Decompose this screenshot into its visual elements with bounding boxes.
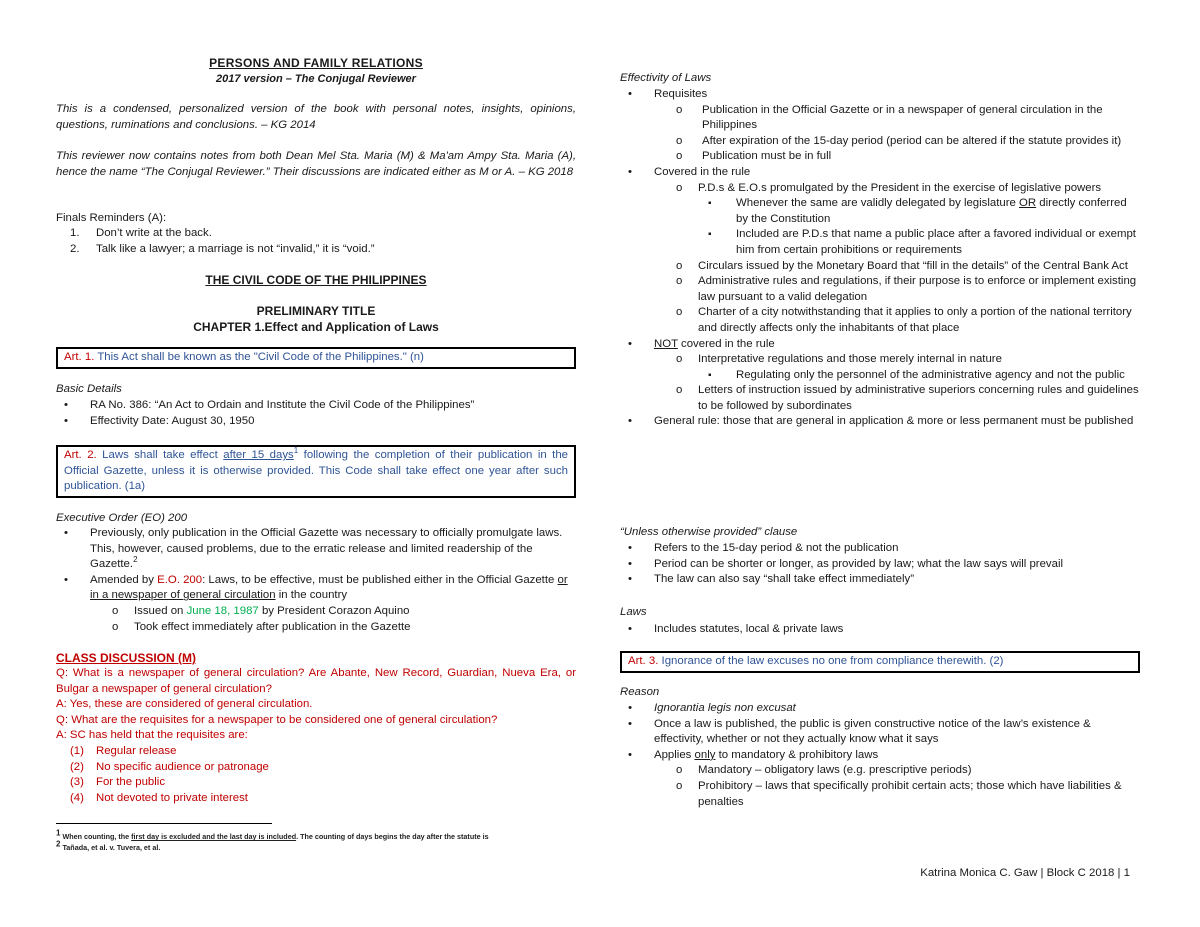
article-1-box bbox=[56, 347, 576, 369]
basic-details-heading: Basic Details bbox=[56, 383, 122, 395]
class-question-2: Q: What are the requisites for a newspaper to be considered one of general circulation? bbox=[56, 714, 498, 726]
intro-paragraph-1: This is a condensed, personalized version of the book with personal notes, insights, opinions, questions, ruminations and conclusions. – KG 2014 bbox=[56, 103, 576, 131]
list-item: • NOT covered in the rule bbox=[620, 337, 1140, 353]
footnote-ref: 2 bbox=[133, 555, 138, 565]
reason-heading: Reason bbox=[620, 686, 660, 698]
civil-code-heading: THE CIVIL CODE OF THE PHILIPPINES bbox=[205, 273, 427, 287]
list-item: • The law can also say “shall take effect immediately” bbox=[620, 572, 1140, 588]
page-footer: Katrina Monica C. Gaw | Block C 2018 | 1 bbox=[920, 867, 1130, 879]
basic-details-list bbox=[56, 398, 576, 429]
footnote-divider bbox=[56, 823, 272, 824]
list-item: • Effectivity Date: August 30, 1950 bbox=[56, 414, 576, 430]
list-item: (3) For the public bbox=[70, 776, 166, 789]
class-answer-2: A: SC has held that the requisites are: bbox=[56, 729, 248, 741]
unless-list bbox=[620, 541, 1140, 588]
reason-list bbox=[620, 701, 1140, 810]
list-item: • Amended by E.O. 200: Laws, to be effective, must be published either in the Official Gazette or in a newspaper of general circulation in the country bbox=[56, 573, 576, 604]
unless-heading: “Unless otherwise provided” clause bbox=[620, 526, 798, 538]
article-label: Art. 3. bbox=[628, 655, 659, 667]
list-item: o P.D.s & E.O.s promulgated by the President in the exercise of legislative powers bbox=[620, 181, 1140, 197]
finals-heading: Finals Reminders (A): bbox=[56, 212, 167, 224]
list-item: • Period can be shorter or longer, as provided by law; what the law says will prevail bbox=[620, 557, 1140, 573]
list-item: • Covered in the rule bbox=[620, 165, 1140, 181]
footnote-ref: 1 bbox=[293, 446, 299, 456]
list-item: o Charter of a city notwithstanding that it applies to only a portion of the national territory and directly affects only the inhabitants of that place bbox=[620, 305, 1140, 336]
list-item: o Letters of instruction issued by administrative superiors concerning rules and guidelines to be followed by subordinates bbox=[620, 383, 1140, 414]
list-item: o Administrative rules and regulations, if their purpose is to enforce or implement existing law pursuant to a valid delegation bbox=[620, 274, 1140, 305]
finals-list bbox=[56, 226, 576, 257]
preliminary-title: PRELIMINARY TITLE bbox=[256, 304, 376, 318]
article-label: Art. 1. bbox=[64, 351, 95, 363]
article-2-box: Art. 2. Laws shall take effect after 15 days$^1$ following the completion of their publication in the Official Gazette, unless it is otherwise provided. This Code shall take effect one year after such publication. (1a) bbox=[56, 445, 576, 498]
list-item: • Previously, only publication in the Official Gazette was necessary to officially promulgate laws. This, however, caused problems, due to the erratic release and limited readership of the Gazette.$^2$ bbox=[56, 526, 576, 573]
class-discussion-heading: CLASS DISCUSSION (M) bbox=[56, 651, 197, 665]
effectivity-list bbox=[620, 87, 1140, 430]
document-subtitle: 2017 version – The Conjugal Reviewer bbox=[216, 73, 416, 85]
laws-list bbox=[620, 622, 1140, 638]
effectivity-heading: Effectivity of Laws bbox=[620, 72, 712, 84]
list-item: (1) Regular release bbox=[70, 745, 177, 757]
list-item: o Mandatory – obligatory laws (e.g. prescriptive periods) bbox=[620, 763, 1140, 779]
article-text: Ignorance of the law excuses no one from compliance therewith. (2) bbox=[658, 655, 1004, 667]
list-item: • Applies only to mandatory & prohibitory laws bbox=[620, 748, 1140, 764]
list-item: • Refers to the 15-day period & not the publication bbox=[620, 541, 1140, 557]
requisites-list bbox=[56, 744, 576, 806]
laws-heading: Laws bbox=[620, 606, 647, 618]
article-3-box bbox=[620, 651, 1140, 673]
footnote-1: 1 When counting, the first day is excluded and the last day is included. The counting of days begins the day after the statute is bbox=[56, 828, 489, 841]
list-item: 2. Talk like a lawyer; a marriage is not “invalid,” it is “void.” bbox=[70, 242, 375, 255]
eo-list bbox=[56, 526, 576, 635]
list-item: • General rule: those that are general in application & more or less permanent must be published bbox=[620, 414, 1140, 430]
eo-heading: Executive Order (EO) 200 bbox=[56, 512, 188, 524]
chapter-heading: CHAPTER 1.Effect and Application of Laws bbox=[193, 320, 439, 334]
list-item: o Issued on June 18, 1987 by President Corazon Aquino bbox=[56, 604, 576, 620]
list-item: • Once a law is published, the public is given constructive notice of the law’s existence & effectivity, whether or not they actually know what it says bbox=[620, 717, 1140, 748]
list-item: ▪ Included are P.D.s that name a public place after a favored individual or exempt him from certain prohibitions or requirements bbox=[620, 227, 1140, 258]
class-question-1: Q: What is a newspaper of general circulation? Are Abante, New Record, Guardian, Nueva Era, or Bulgar a newspaper of general circulation? bbox=[56, 667, 576, 695]
class-answer-1: A: Yes, these are considered of general circulation. bbox=[56, 698, 313, 710]
list-item: ▪ Regulating only the personnel of the administrative agency and not the public bbox=[620, 368, 1140, 384]
list-item: (4) Not devoted to private interest bbox=[70, 791, 248, 804]
list-item: 1. Don’t write at the back. bbox=[70, 227, 212, 239]
list-item: o After expiration of the 15-day period (period can be altered if the statute provides it) bbox=[620, 134, 1140, 150]
list-item: o Took effect immediately after publication in the Gazette bbox=[56, 620, 576, 636]
list-item: (2) No specific audience or patronage bbox=[70, 760, 269, 773]
article-label: Art. 2. bbox=[64, 449, 97, 461]
list-item: o Prohibitory – laws that specifically prohibit certain acts; those which have liabilities & penalties bbox=[620, 779, 1140, 810]
article-text: This Act shall be known as the "Civil Code of the Philippines." (n) bbox=[94, 351, 424, 363]
list-item: • Ignorantia legis non excusat bbox=[620, 701, 1140, 717]
intro-paragraph-2: This reviewer now contains notes from both Dean Mel Sta. Maria (M) & Ma'am Ampy Sta. Maria (A), hence the name “The Conjugal Reviewer.” Their discussions are indicated either as M or A. – KG 2018 bbox=[56, 150, 576, 178]
list-item: o Publication must be in full bbox=[620, 149, 1140, 165]
list-item: • RA No. 386: “An Act to Ordain and Institute the Civil Code of the Philippines” bbox=[56, 398, 576, 414]
list-item: o Publication in the Official Gazette or in a newspaper of general circulation in the Philippines bbox=[620, 103, 1140, 134]
list-item: • Includes statutes, local & private laws bbox=[620, 622, 1140, 638]
footnote-2: 2 Tañada, et al. v. Tuvera, et al. bbox=[56, 839, 161, 852]
list-item: • Requisites bbox=[620, 87, 1140, 103]
list-item: ▪ Whenever the same are validly delegated by legislature OR directly conferred by the Constitution bbox=[620, 196, 1140, 227]
list-item: o Circulars issued by the Monetary Board that “fill in the details” of the Central Bank Act bbox=[620, 259, 1140, 275]
document-title: PERSONS AND FAMILY RELATIONS bbox=[209, 56, 423, 70]
list-item: o Interpretative regulations and those merely internal in nature bbox=[620, 352, 1140, 368]
